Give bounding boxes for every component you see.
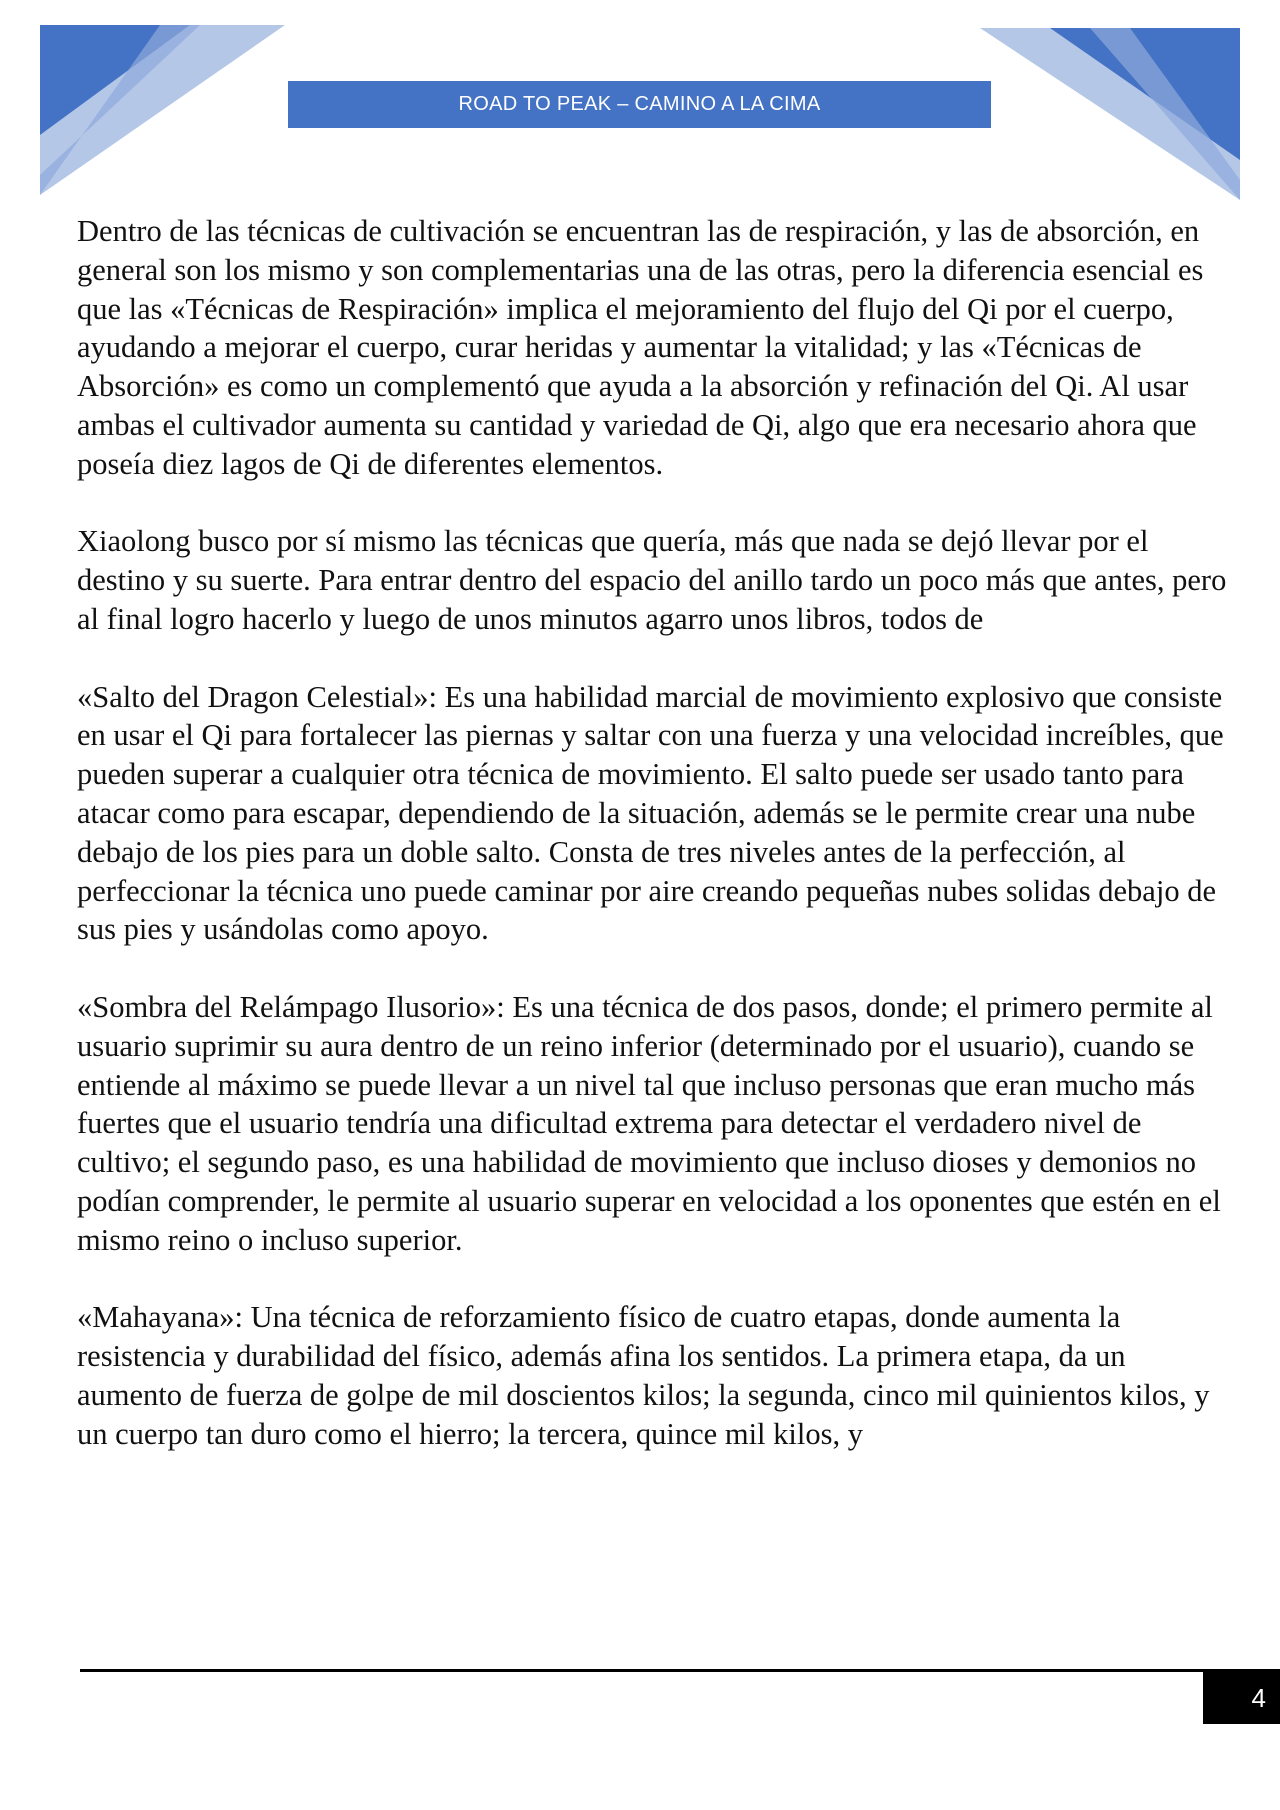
- header-banner: [288, 81, 991, 128]
- paragraph: Xiaolong busco por sí mismo las técnicas que quería, más que nada se dejó llevar por el destino y su suerte. Para entrar dentro del espacio del anillo tardo un poco más que antes, pero al final logro hacerlo y luego de unos minutos agarro unos libros, todos de: [77, 524, 1227, 636]
- corner-decoration-right: [980, 0, 1280, 210]
- corner-decoration-left: [0, 0, 300, 210]
- paragraph: «Sombra del Relámpago Ilusorio»: Es una técnica de dos pasos, donde; el primero permite al usuario suprimir su aura dentro de un reino inferior (determinado por el usuario), cuando se entiende al máximo se puede llevar a un nivel tal que incluso personas que eran mucho más fuertes que el usuario tendría una dificultad extrema para detectar el verdadero nivel de cultivo; el segundo paso, es una habilidad de movimiento que incluso dioses y demonios no podían comprender, le permite al usuario superar en velocidad a los oponentes que estén en el mismo reino o incluso superior.: [77, 989, 1221, 1257]
- footer-divider: [80, 1669, 1280, 1672]
- body-text: [77, 212, 1227, 1492]
- paragraph: «Salto del Dragon Celestial»: Es una habilidad marcial de movimiento explosivo que consiste en usar el Qi para fortalecer las piernas y saltar con una fuerza y una velocidad increíbles, que pueden superar a cualquier otra técnica de movimiento. El salto puede ser usado tanto para atacar como para escapar, dependiendo de la situación, además se le permite crear una nube debajo de los pies para un doble salto. Consta de tres niveles antes de la perfección, al perfeccionar la técnica uno puede caminar por aire creando pequeñas nubes solidas debajo de sus pies y usándolas como apoyo.: [77, 679, 1224, 947]
- header-title: ROAD TO PEAK – CAMINO A LA CIMA: [458, 93, 821, 115]
- page-number-box: [1203, 1672, 1280, 1724]
- paragraph: «Mahayana»: Una técnica de reforzamiento físico de cuatro etapas, donde aumenta la resistencia y durabilidad del físico, además afina los sentidos. La primera etapa, da un aumento de fuerza de golpe de mil doscientos kilos; la segunda, cinco mil quinientos kilos, y un cuerpo tan duro como el hierro; la tercera, quince mil kilos, y: [77, 1300, 1210, 1451]
- page-number: 4: [1251, 1682, 1266, 1713]
- right-triangle-dark: [1050, 28, 1240, 160]
- paragraph: Dentro de las técnicas de cultivación se encuentran las de respiración, y las de absorción, en general son los mismo y son complementarias una de las otras, pero la diferencia esencial es que las «Técnicas de Respiración» implica el mejoramiento del flujo del Qi por el cuerpo, ayudando a mejorar el cuerpo, curar heridas y aumentar la vitalidad; y las «Técnicas de Absorción» es como un complementó que ayuda a la absorción y refinación del Qi. Al usar ambas el cultivador aumenta su cantidad y variedad de Qi, algo que era necesario ahora que poseía diez lagos de Qi de diferentes elementos.: [77, 214, 1204, 481]
